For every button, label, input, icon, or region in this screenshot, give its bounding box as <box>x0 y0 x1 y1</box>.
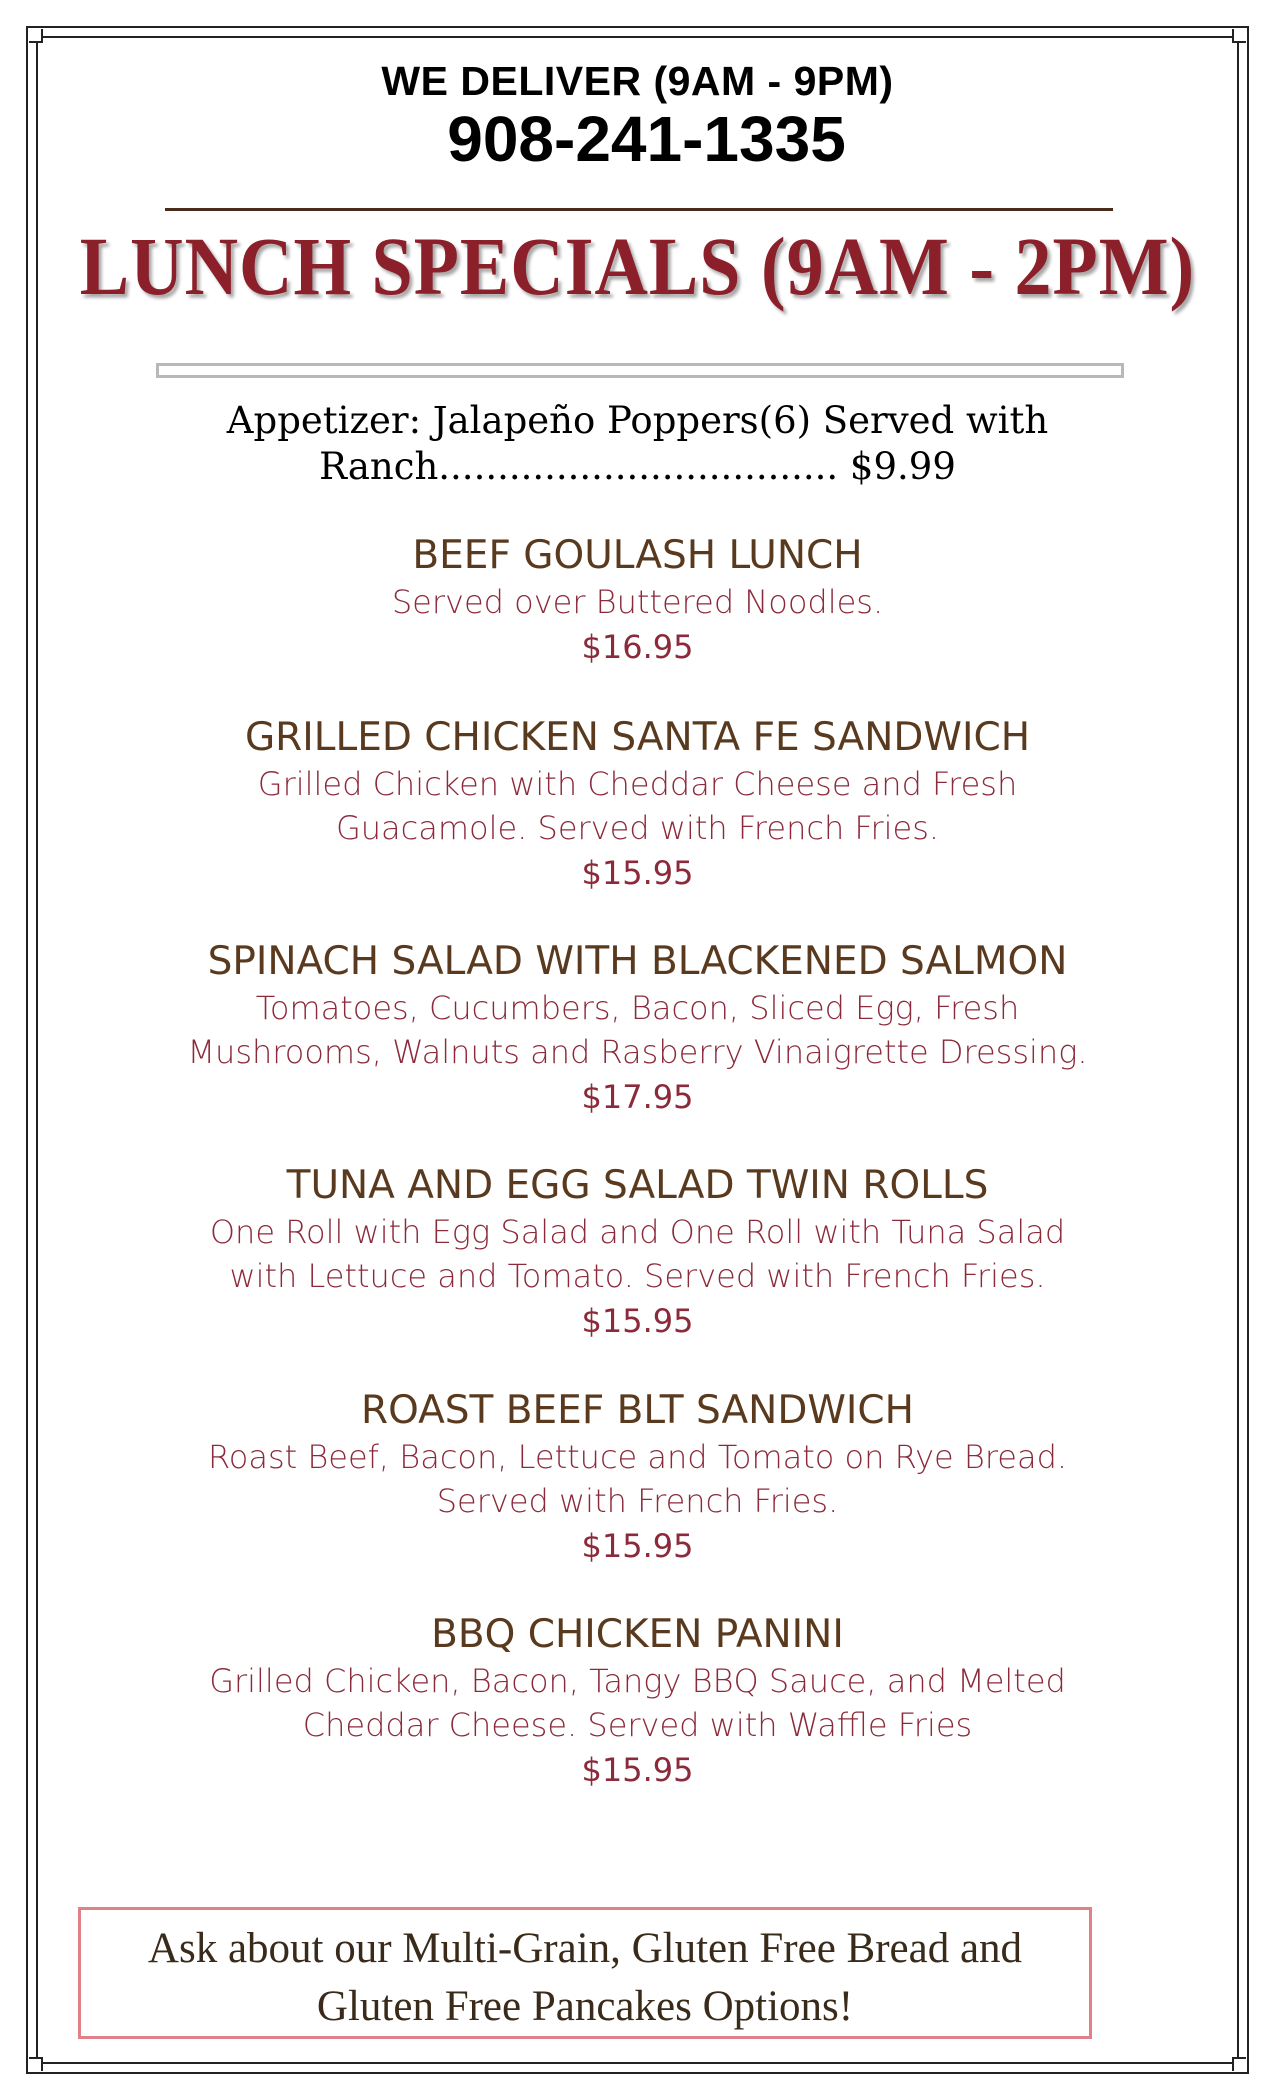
notice-line: Gluten Free Pancakes Options! <box>316 1983 854 2030</box>
item-price: $15.95 <box>581 854 694 892</box>
item-description: Served with French Fries. <box>436 1482 839 1520</box>
border-corner <box>1232 2057 1246 2071</box>
appetizer-line: Ranch.................................. $9.99 <box>319 445 956 488</box>
menu-item <box>140 1387 1135 1569</box>
item-price: $15.95 <box>581 1751 694 1789</box>
item-description: Served over Buttered Noodles. <box>391 583 884 621</box>
appetizer-line: Appetizer: Jalapeño Poppers(6) Served with <box>226 399 1049 442</box>
item-description: Tomatoes, Cucumbers, Bacon, Sliced Egg, Fresh <box>255 989 1020 1027</box>
border-corner <box>1232 29 1246 43</box>
item-name: GRILLED CHICKEN SANTA FE SANDWICH <box>244 715 1031 760</box>
item-name: TUNA AND EGG SALAD TWIN ROLLS <box>286 1163 989 1208</box>
double-divider <box>156 363 1124 378</box>
item-description: Roast Beef, Bacon, Lettuce and Tomato on Rye Bread. <box>207 1438 1068 1476</box>
page-title: LUNCH SPECIALS (9AM - 2PM) <box>79 221 1196 313</box>
item-name: ROAST BEEF BLT SANDWICH <box>361 1388 914 1433</box>
item-price: $17.95 <box>581 1078 694 1116</box>
item-description: Grilled Chicken, Bacon, Tangy BBQ Sauce, and Melted <box>209 1662 1066 1700</box>
appetizer-special <box>180 398 1095 490</box>
divider-rule <box>165 208 1113 211</box>
delivery-hours: WE DELIVER (9AM - 9PM) <box>381 58 894 104</box>
item-price: $15.95 <box>581 1527 694 1565</box>
menu-item <box>140 714 1135 896</box>
border-corner <box>29 2057 43 2071</box>
item-description: Cheddar Cheese. Served with Waffle Fries <box>302 1706 973 1744</box>
item-name: BEEF GOULASH LUNCH <box>412 533 863 578</box>
item-description: Grilled Chicken with Cheddar Cheese and Fresh <box>257 765 1018 803</box>
item-price: $16.95 <box>581 628 694 666</box>
menu-item <box>140 532 1135 670</box>
notice-line: Ask about our Multi-Grain, Gluten Free Bread and <box>147 1925 1023 1972</box>
item-description: Mushrooms, Walnuts and Rasberry Vinaigrette Dressing. <box>187 1033 1088 1071</box>
border-corner <box>29 29 43 43</box>
item-name: SPINACH SALAD WITH BLACKENED SALMON <box>207 939 1068 984</box>
item-description: with Lettuce and Tomato. Served with French Fries. <box>229 1257 1046 1295</box>
menu-item <box>140 1611 1135 1793</box>
item-name: BBQ CHICKEN PANINI <box>431 1612 844 1657</box>
item-description: One Roll with Egg Salad and One Roll with Tuna Salad <box>209 1213 1066 1251</box>
menu-item <box>140 1162 1135 1344</box>
phone-number[interactable]: 908-241-1335 <box>447 103 846 175</box>
menu-item <box>140 938 1135 1120</box>
item-description: Guacamole. Served with French Fries. <box>335 809 940 847</box>
gluten-free-notice <box>78 1907 1092 2039</box>
item-price: $15.95 <box>581 1302 694 1340</box>
